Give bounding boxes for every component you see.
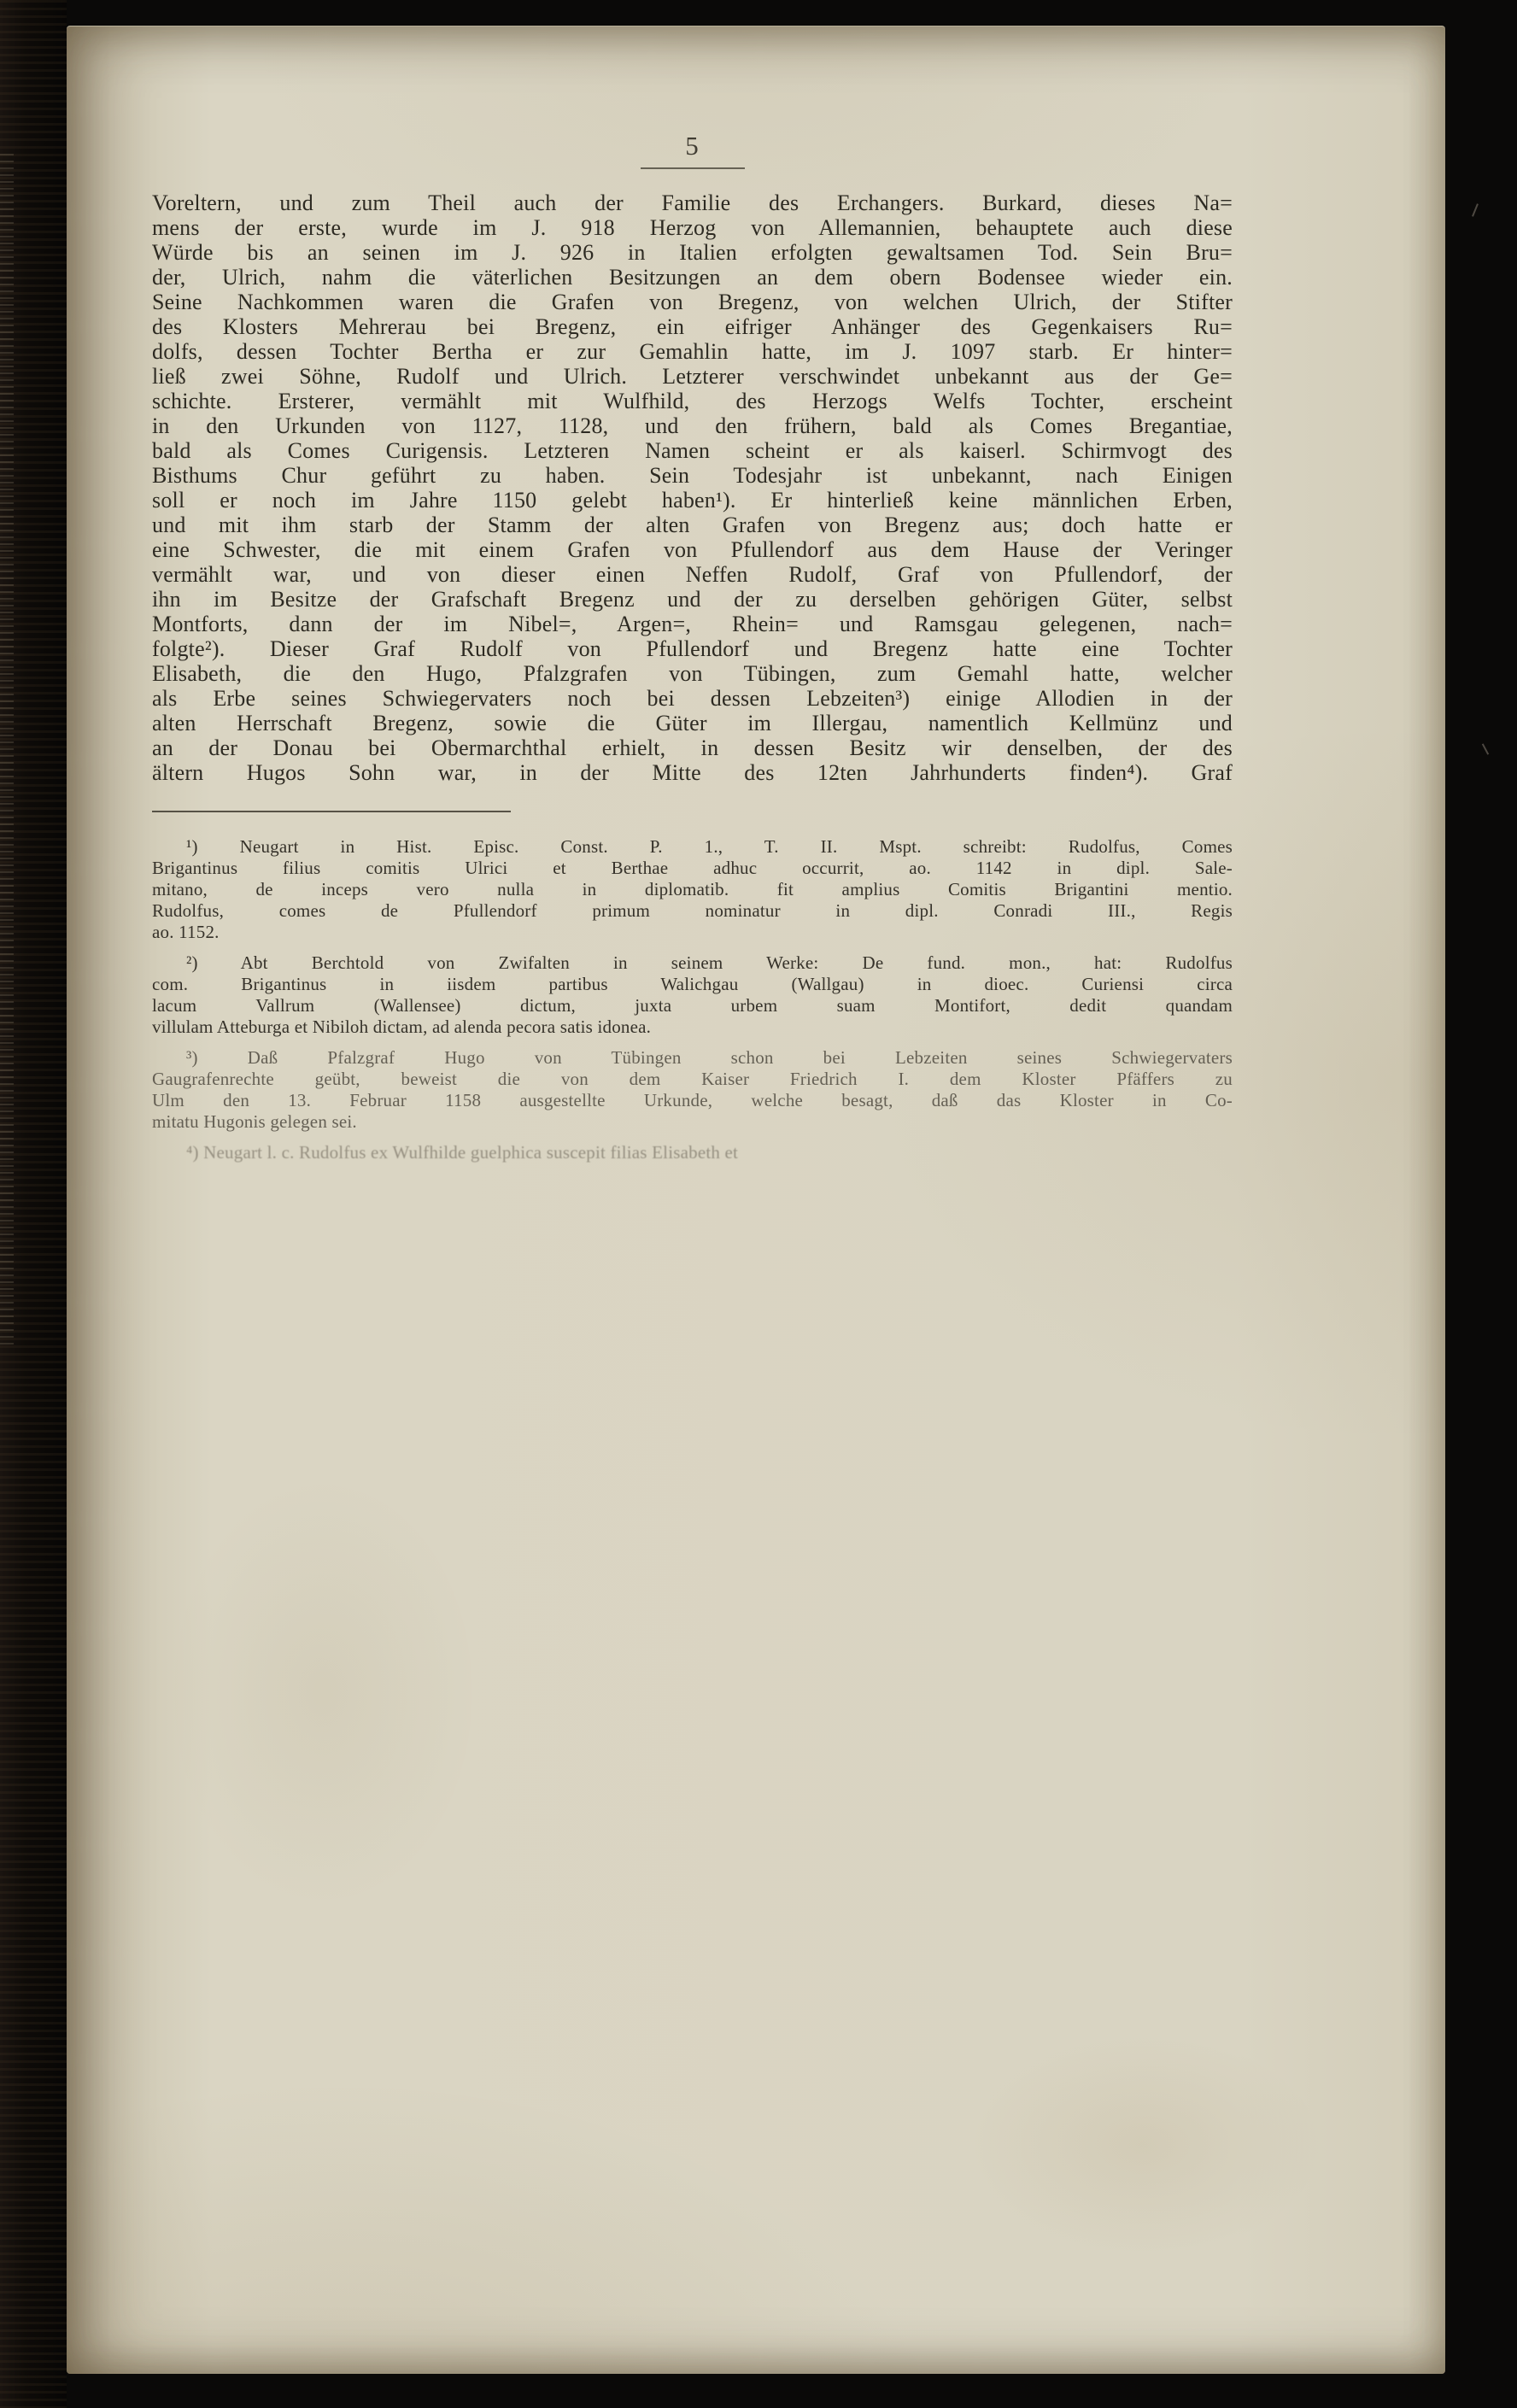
body-text-line: alten Herrschaft Bregenz, sowie die Güter im Illergau, namentlich Kellmünz und [152,711,1233,735]
body-text-line: ihn im Besitze der Grafschaft Bregenz und der zu derselben gehörigen Güter, selbst [152,587,1233,612]
footnote-line: ao. 1152. [152,922,220,942]
body-text-line: mens der erste, wurde im J. 918 Herzog von Allemannien, behauptete auch diese [152,215,1233,240]
footnote-line: Ulm den 13. Februar 1158 ausgestellte Urkunde, welche besagt, daß das Kloster in Co- [152,1090,1233,1110]
body-text-line: in den Urkunden von 1127, 1128, und den frühern, bald als Comes Bregantiae, [152,413,1233,438]
body-text [152,190,1233,785]
body-text-line: Seine Nachkommen waren die Grafen von Bregenz, von welchen Ulrich, der Stifter [152,290,1233,314]
footnote-line: Gaugrafenrechte geübt, beweist die von dem Kaiser Friedrich I. dem Kloster Pfäffers zu [152,1069,1233,1089]
body-text-line: bald als Comes Curigensis. Letzteren Namen scheint er als kaiserl. Schirmvogt des [152,438,1233,463]
page-number-rule [641,167,745,169]
footnote-line: ¹) Neugart in Hist. Episc. Const. P. 1., T. II. Mspt. schreibt: Rudolfus, Comes [186,836,1233,857]
paper-stain [169,1479,477,1906]
footnote-separator-rule [152,811,511,812]
footnote-line: villulam Atteburga et Nibiloh dictam, ad alenda pecora satis idonea. [152,1017,652,1037]
footnote-line: mitano, de inceps vero nulla in diplomatib. fit amplius Comitis Brigantini mentio. [152,879,1233,899]
body-text-line: eine Schwester, die mit einem Grafen von Pfullendorf aus dem Hause der Veringer [152,537,1233,562]
body-text-line: Elisabeth, die den Hugo, Pfalzgrafen von Tübingen, zum Gemahl hatte, welcher [152,661,1233,686]
footnote-line: ³) Daß Pfalzgraf Hugo von Tübingen schon bei Lebzeiten seines Schwiegervaters [186,1047,1233,1068]
footnote-line: mitatu Hugonis gelegen sei. [152,1111,357,1132]
body-text-line: des Klosters Mehrerau bei Bregenz, ein eifriger Anhänger des Gegenkaisers Ru= [152,314,1233,339]
scan-artifact [1482,743,1489,754]
scan-artifact [1472,203,1479,217]
footnotes [152,836,1233,1173]
page-number-block [152,131,1233,169]
body-text-line: der, Ulrich, nahm die väterlichen Besitzungen an dem obern Bodensee wieder ein. [152,265,1233,290]
footnote-line: ²) Abt Berchtold von Zwifalten in seinem Werke: De fund. mon., hat: Rudolfus [186,952,1233,973]
body-text-line: und mit ihm starb der Stamm der alten Grafen von Bregenz aus; doch hatte er [152,513,1233,537]
body-text-line: ließ zwei Söhne, Rudolf und Ulrich. Letzterer verschwindet unbekannt aus der Ge= [152,364,1233,389]
footnote-line: com. Brigantinus in iisdem partibus Walichgau (Wallgau) in dioec. Curiensi circa [152,974,1233,994]
body-text-line: vermählt war, und von dieser einen Neffen Rudolf, Graf von Pfullendorf, der [152,562,1233,587]
body-text-line: Montforts, dann der im Nibel=, Argen=, Rhein= und Ramsgau gelegenen, nach= [152,612,1233,636]
footnote-line: Brigantinus filius comitis Ulrici et Berthae adhuc occurrit, ao. 1142 in dipl. Sale- [152,858,1233,878]
body-text-line: Voreltern, und zum Theil auch der Familie des Erchangers. Burkard, dieses Na= [152,190,1233,215]
body-text-line: soll er noch im Jahre 1150 gelebt haben¹). Er hinterließ keine männlichen Erben, [152,488,1233,513]
footnote [152,1047,1233,1133]
footnote [152,1142,1233,1163]
footnote [152,952,1233,1038]
footnote [152,836,1233,943]
footnote-line: Rudolfus, comes de Pfullendorf primum nominatur in dipl. Conradi III., Regis [152,900,1233,921]
footnote-line: ⁴) Neugart l. c. Rudolfus ex Wulfhilde guelphica suscepit filias Elisabeth et [186,1142,739,1163]
body-text-line: dolfs, dessen Tochter Bertha er zur Gemahlin hatte, im J. 1097 starb. Er hinter= [152,339,1233,364]
body-text-line: Würde bis an seinen im J. 926 in Italien erfolgten gewaltsamen Tod. Sein Bru= [152,240,1233,265]
paper-stain [964,2034,1322,2256]
page-edges-texture [0,154,14,1350]
footnote-line: lacum Vallrum (Wallensee) dictum, juxta urbem suam Montifort, dedit quandam [152,995,1233,1016]
body-text-line: schichte. Ersterer, vermählt mit Wulfhild, des Herzogs Welfs Tochter, erscheint [152,389,1233,413]
body-text-line: als Erbe seines Schwiegervaters noch bei dessen Lebzeiten³) einige Allodien in der [152,686,1233,711]
body-text-line: Bisthums Chur geführt zu haben. Sein Todesjahr ist unbekannt, nach Einigen [152,463,1233,488]
body-text-line: ältern Hugos Sohn war, in der Mitte des 12ten Jahrhunderts finden⁴). Graf [152,760,1233,785]
body-text-line: an der Donau bei Obermarchthal erhielt, in dessen Besitz wir denselben, der des [152,735,1233,760]
body-text-line: folgte²). Dieser Graf Rudolf von Pfullendorf und Bregenz hatte eine Tochter [152,636,1233,661]
page-number: 5 [685,131,700,161]
book-page [67,26,1445,2374]
